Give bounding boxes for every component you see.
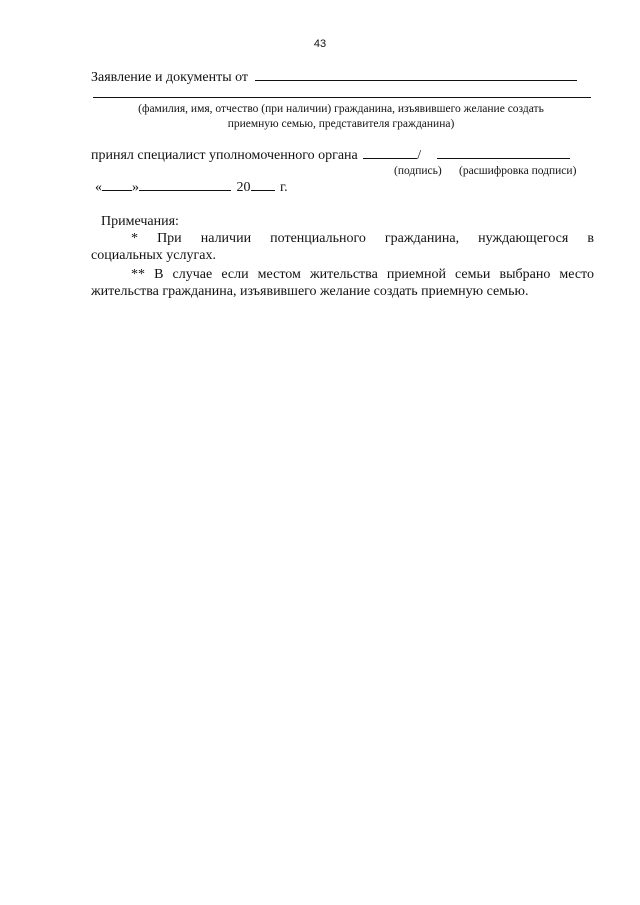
date-open-quote: «	[95, 180, 102, 195]
note2-line2: жительства гражданина, изъявившего желание создать приемную семью.	[91, 284, 529, 299]
applicant-hint-line1: (фамилия, имя, отчество (при наличии) гражданина, изъявившего желание создать	[138, 103, 544, 115]
year-suffix: г.	[280, 180, 288, 195]
signature-decoding-field[interactable]	[437, 146, 570, 159]
note1-line2: социальных услугах.	[91, 248, 216, 263]
received-label: принял специалист уполномоченного органа	[91, 148, 358, 163]
date-close-quote: »	[132, 180, 139, 195]
application-line	[91, 68, 591, 86]
signature-decoding-hint: (расшифровка подписи)	[459, 165, 577, 177]
applicant-name-field-continued[interactable]	[93, 97, 591, 98]
received-line	[91, 146, 591, 164]
year-field[interactable]	[251, 178, 275, 191]
applicant-hint-line2: приемную семью, представителя гражданина)	[227, 118, 455, 130]
slash-separator: /	[417, 148, 422, 163]
note1-line1: * При наличии потенциального гражданина, нуждающегося в	[131, 231, 594, 246]
month-field[interactable]	[139, 178, 231, 191]
notes-title: Примечания:	[101, 214, 179, 229]
application-label: Заявление и документы от	[91, 70, 249, 85]
signature-hint: (подпись)	[394, 165, 442, 177]
signature-field[interactable]	[363, 146, 417, 159]
day-field[interactable]	[102, 178, 132, 191]
page-number: 43	[313, 38, 327, 50]
applicant-name-field[interactable]	[255, 68, 577, 81]
date-line	[95, 178, 595, 196]
century-label: 20	[236, 180, 251, 195]
note2-line1: ** В случае если местом жительства приемной семьи выбрано место	[131, 267, 594, 282]
